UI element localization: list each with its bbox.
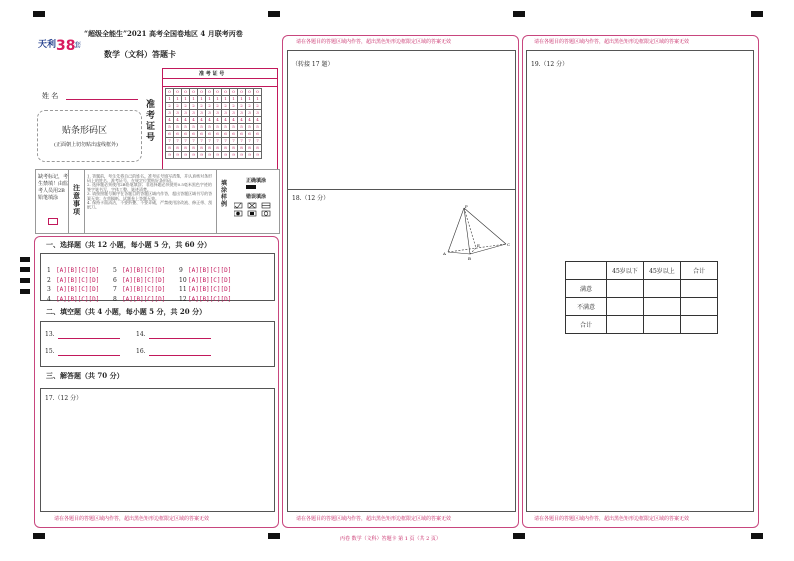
point-B-label: B [468, 256, 471, 261]
admission-bubble[interactable]: 0 [166, 89, 174, 96]
admission-bubble[interactable]: 6 [222, 131, 230, 138]
timing-mark [20, 257, 30, 262]
admission-bubble[interactable]: 9 [166, 152, 174, 159]
admission-bubble[interactable]: 3 [182, 110, 190, 117]
admission-bubble[interactable]: 7 [174, 138, 182, 145]
admission-bubble[interactable]: 4 [238, 117, 246, 124]
admission-bubble[interactable]: 4 [246, 117, 254, 124]
admission-bubble[interactable]: 4 [198, 117, 206, 124]
warning-text: 请在各题目的答题区域内作答，超出黑色矩形边框限定区域的答案无效 [534, 516, 690, 522]
admission-bubble[interactable]: 0 [206, 89, 214, 96]
admission-bubble[interactable]: 5 [222, 124, 230, 131]
admission-bubble[interactable]: 2 [182, 103, 190, 110]
admission-bubble[interactable]: 9 [238, 152, 246, 159]
survey-table [565, 261, 718, 334]
choice-number: 9 [179, 267, 183, 274]
admission-bubble[interactable]: 8 [254, 145, 262, 152]
q15-label: 15. [45, 348, 55, 355]
admission-bubble[interactable]: 1 [214, 96, 222, 103]
q19-answer-box[interactable] [526, 50, 754, 512]
table-header: 合计 [681, 262, 718, 280]
admission-bubble[interactable]: 8 [166, 145, 174, 152]
admission-bubble[interactable]: 7 [166, 138, 174, 145]
choice-options[interactable]: [A][B][C][D] [122, 286, 166, 293]
correct-fill-label: 正确填涂 [246, 178, 267, 184]
admission-bubble[interactable]: 6 [254, 131, 262, 138]
warning-text: 请在各题目的答题区域内作答，超出黑色矩形边框限定区域的答案无效 [54, 516, 210, 522]
admission-bubble[interactable]: 9 [254, 152, 262, 159]
table-cell[interactable] [644, 316, 681, 334]
svg-text:天利: 天利 [38, 40, 57, 50]
admission-bubble[interactable]: 2 [238, 103, 246, 110]
admission-bubble[interactable]: 3 [166, 110, 174, 117]
admission-bubble[interactable]: 8 [198, 145, 206, 152]
fill-example-label: 填涂样例 [221, 180, 228, 208]
attention-label: 注意事项 [73, 183, 80, 216]
card-title: 数学（文科）答题卡 [104, 49, 176, 59]
choice-question [113, 286, 165, 305]
table-cell[interactable] [607, 298, 644, 316]
admission-bubble[interactable]: 9 [222, 152, 230, 159]
name-field[interactable] [66, 99, 138, 100]
admission-bubble[interactable]: 8 [214, 145, 222, 152]
admission-bubble[interactable]: 4 [222, 117, 230, 124]
admission-bubble[interactable]: 4 [254, 117, 262, 124]
q16-answer[interactable] [149, 355, 211, 356]
timing-mark [20, 278, 30, 283]
admission-bubble[interactable]: 4 [174, 117, 182, 124]
admission-bubble[interactable]: 3 [222, 110, 230, 117]
exam-title: “超级全能生”2021 高考全国卷地区 4 月联考丙卷 [84, 29, 243, 38]
choice-options[interactable]: [A][B][C][D] [188, 295, 232, 303]
admission-bubble[interactable]: 2 [222, 103, 230, 110]
admission-bubble[interactable]: 0 [214, 89, 222, 96]
admission-bubble[interactable]: 2 [214, 103, 222, 110]
admission-bubble[interactable]: 7 [222, 138, 230, 145]
choice-box [40, 253, 275, 301]
choice-question [179, 286, 231, 305]
admission-bubble[interactable]: 0 [246, 89, 254, 96]
admission-bubble[interactable]: 6 [230, 131, 238, 138]
q18-answer-box[interactable] [287, 189, 516, 512]
correct-fill-sample [246, 185, 256, 189]
missing-exam-line: 生禁填！由监 [38, 181, 69, 187]
choice-number: 7 [113, 286, 117, 293]
admission-bubble[interactable]: 2 [174, 103, 182, 110]
table-header [566, 262, 607, 280]
q17-continued-box[interactable] [287, 50, 516, 190]
table-cell[interactable] [681, 298, 718, 316]
timing-mark [20, 289, 30, 294]
admission-bubble[interactable]: 0 [198, 89, 206, 96]
admission-bubble[interactable]: 4 [206, 117, 214, 124]
admission-bubble[interactable]: 2 [246, 103, 254, 110]
section1-title: 一、选择题（共 12 小题，每小题 5 分，共 60 分） [46, 240, 211, 249]
admission-bubble[interactable]: 1 [230, 96, 238, 103]
admission-bubble[interactable]: 8 [222, 145, 230, 152]
svg-text:38: 38 [56, 38, 76, 54]
admission-bubble[interactable]: 0 [182, 89, 190, 96]
missing-exam-line: 铅笔填涂 [38, 195, 59, 201]
section3-title: 三、解答题（共 70 分） [46, 371, 124, 380]
notice-item: 3. 请按照题号顺序在各题目的答题区域内作答，超出答题区域书写的答案无效；在草稿纸、试题卷上答题无效。 [87, 191, 213, 201]
admission-bubble[interactable]: 1 [198, 96, 206, 103]
notice-item: 4. 保持卡面清洁，不要折叠、不要弄破，严禁使用涂改液、修正带、刮纸刀。 [87, 200, 213, 210]
choice-options[interactable]: [A][B][C][D] [188, 267, 232, 274]
table-header: 45岁以下 [607, 262, 644, 280]
admission-bubble[interactable]: 7 [246, 138, 254, 145]
admission-bubble[interactable]: 1 [182, 96, 190, 103]
choice-number: 6 [113, 276, 117, 284]
table-cell[interactable] [607, 316, 644, 334]
admission-bubble[interactable]: 6 [198, 131, 206, 138]
barcode-label: 贴条形码区 [62, 126, 108, 136]
admission-bubble[interactable]: 7 [230, 138, 238, 145]
admission-bubble[interactable]: 6 [238, 131, 246, 138]
choice-number: 10 [179, 276, 187, 284]
admission-bubble[interactable]: 8 [190, 145, 198, 152]
choice-number: 8 [113, 295, 117, 303]
admission-bubble[interactable]: 5 [246, 124, 254, 131]
admission-bubble[interactable]: 3 [254, 110, 262, 117]
q17-continued-label: （转接 17 题） [292, 61, 334, 68]
admission-bubble[interactable]: 7 [214, 138, 222, 145]
barcode-area [37, 110, 142, 162]
admission-bubble[interactable]: 4 [190, 117, 198, 124]
admission-bubble[interactable]: 3 [214, 110, 222, 117]
admission-bubble[interactable]: 9 [174, 152, 182, 159]
table-cell[interactable] [681, 316, 718, 334]
admission-bubble[interactable]: 2 [206, 103, 214, 110]
admission-bubble[interactable]: 4 [214, 117, 222, 124]
choice-number: 12 [179, 295, 187, 303]
fill-in-box [40, 321, 275, 367]
admission-bubble[interactable]: 5 [198, 124, 206, 131]
registration-mark [513, 533, 525, 539]
admission-bubble[interactable]: 3 [190, 110, 198, 117]
admission-bubble[interactable]: 5 [214, 124, 222, 131]
admission-bubble[interactable]: 6 [206, 131, 214, 138]
admission-bubble[interactable]: 3 [230, 110, 238, 117]
table-cell[interactable] [681, 280, 718, 298]
admission-bubble[interactable]: 6 [214, 131, 222, 138]
choice-options[interactable]: [A][B][C][D] [56, 267, 100, 274]
table-row-label: 满意 [566, 280, 607, 298]
point-C-label: C [507, 242, 511, 247]
timing-mark [20, 267, 30, 272]
admission-bubble[interactable]: 1 [246, 96, 254, 103]
admission-bubble[interactable]: 5 [230, 124, 238, 131]
admission-bubble[interactable]: 5 [182, 124, 190, 131]
notice-area [35, 169, 280, 234]
warning-text: 请在各题目的答题区域内作答，超出黑色矩形边框限定区域的答案无效 [534, 39, 690, 45]
admission-bubble[interactable]: 8 [246, 145, 254, 152]
registration-mark [268, 11, 280, 17]
wrong-fill-samples [234, 202, 274, 222]
table-cell[interactable] [644, 298, 681, 316]
pyramid-figure [440, 202, 518, 262]
admission-bubble[interactable]: 8 [230, 145, 238, 152]
admission-bubble[interactable]: 2 [190, 103, 198, 110]
choice-options[interactable]: [A][B][C][D] [122, 267, 166, 274]
admission-bubble[interactable]: 2 [166, 103, 174, 110]
admission-number-label: 准 考 证 号 [199, 71, 225, 77]
admission-bubble[interactable]: 8 [206, 145, 214, 152]
choice-number: 11 [179, 286, 187, 293]
admission-bubble[interactable]: 6 [182, 131, 190, 138]
admission-bubble[interactable]: 5 [190, 124, 198, 131]
admission-bubble[interactable]: 1 [238, 96, 246, 103]
admission-label-vertical: 准考证号 [146, 100, 156, 143]
admission-bubble[interactable]: 8 [238, 145, 246, 152]
registration-mark [33, 11, 45, 17]
q17-label: 17.（12 分） [45, 395, 83, 402]
admission-bubble[interactable]: 0 [230, 89, 238, 96]
choice-options[interactable]: [A][B][C][D] [56, 286, 100, 293]
admission-bubble[interactable]: 5 [174, 124, 182, 131]
q14-answer[interactable] [149, 338, 211, 339]
admission-bubble[interactable]: 3 [174, 110, 182, 117]
section2-title: 二、填空题（共 4 小题，每小题 5 分，共 20 分） [46, 307, 207, 316]
registration-mark [751, 533, 763, 539]
missing-exam-checkbox[interactable] [48, 218, 58, 225]
admission-bubble[interactable]: 9 [190, 152, 198, 159]
wrong-fill-label: 错误填涂 [246, 194, 267, 200]
admission-bubble[interactable]: 0 [190, 89, 198, 96]
choice-number: 2 [47, 276, 51, 284]
admission-bubble[interactable]: 0 [254, 89, 262, 96]
registration-mark [268, 533, 280, 539]
choice-options[interactable]: [A][B][C][D] [56, 276, 100, 284]
admission-bubble[interactable]: 4 [182, 117, 190, 124]
admission-bubble[interactable]: 7 [182, 138, 190, 145]
admission-bubble[interactable]: 9 [214, 152, 222, 159]
notice-item: 1. 答题前，考生先将自己的姓名、准考证号填写清楚，并认真核对条形码上的姓名、准考证号，在规定位置贴好条形码。 [87, 174, 213, 184]
admission-bubble[interactable]: 1 [166, 96, 174, 103]
q16-label: 16. [136, 348, 146, 355]
admission-bubble[interactable]: 4 [166, 117, 174, 124]
admission-bubble[interactable]: 7 [238, 138, 246, 145]
admission-bubble[interactable]: 1 [190, 96, 198, 103]
admission-bubble[interactable]: 0 [238, 89, 246, 96]
admission-bubble[interactable]: 7 [190, 138, 198, 145]
point-A-label: A [443, 251, 446, 256]
admission-bubble[interactable]: 2 [198, 103, 206, 110]
table-row-label: 合计 [566, 316, 607, 334]
choice-number: 5 [113, 267, 117, 274]
table-cell[interactable] [644, 280, 681, 298]
admission-bubble[interactable]: 3 [238, 110, 246, 117]
admission-bubble[interactable]: 9 [230, 152, 238, 159]
admission-bubble[interactable]: 9 [198, 152, 206, 159]
admission-bubble[interactable]: 1 [222, 96, 230, 103]
choice-options[interactable]: [A][B][C][D] [56, 295, 100, 303]
missing-exam-line: 缺考标记，考 [38, 174, 69, 180]
registration-mark [513, 11, 525, 17]
admission-bubble[interactable]: 9 [182, 152, 190, 159]
admission-bubble[interactable]: 5 [166, 124, 174, 131]
admission-bubble[interactable]: 6 [166, 131, 174, 138]
admission-bubble[interactable]: 5 [238, 124, 246, 131]
admission-bubble[interactable]: 7 [206, 138, 214, 145]
admission-bubble[interactable]: 0 [174, 89, 182, 96]
admission-bubble[interactable]: 5 [254, 124, 262, 131]
q13-label: 13. [45, 331, 55, 338]
table-cell[interactable] [607, 280, 644, 298]
admission-bubble[interactable]: 8 [182, 145, 190, 152]
admission-bubble[interactable]: 9 [206, 152, 214, 159]
admission-bubble[interactable]: 6 [174, 131, 182, 138]
admission-bubble[interactable]: 1 [206, 96, 214, 103]
q15-answer[interactable] [58, 355, 120, 356]
barcode-note: (正面朝上切勿贴出虚线框外) [54, 142, 118, 148]
choice-number: 3 [47, 286, 51, 293]
admission-bubble[interactable]: 5 [206, 124, 214, 131]
choice-options[interactable]: [A][B][C][D] [122, 295, 166, 303]
admission-bubble[interactable]: 8 [174, 145, 182, 152]
admission-bubble[interactable]: 7 [198, 138, 206, 145]
admission-bubble[interactable]: 2 [230, 103, 238, 110]
point-E-label: E [477, 243, 480, 248]
admission-bubble[interactable]: 6 [246, 131, 254, 138]
choice-options[interactable]: [A][B][C][D] [188, 276, 232, 284]
table-row-label: 不满意 [566, 298, 607, 316]
choice-number: 1 [47, 267, 51, 274]
admission-bubble[interactable]: 1 [254, 96, 262, 103]
admission-bubble[interactable]: 3 [206, 110, 214, 117]
admission-bubble[interactable]: 2 [254, 103, 262, 110]
admission-bubble[interactable]: 3 [246, 110, 254, 117]
choice-question [47, 286, 99, 305]
page-footer: 丙卷 数学（文科）答题卡 第 1 页（共 2 页） [340, 536, 441, 542]
admission-bubble[interactable]: 0 [222, 89, 230, 96]
q19-label: 19.（12 分） [531, 61, 569, 68]
warning-text: 请在各题目的答题区域内作答，超出黑色矩形边框限定区域的答案无效 [296, 516, 452, 522]
admission-number-box [162, 68, 278, 170]
notice-item: 2. 选择题必须使用2B铅笔填涂；非选择题必须使用0.5毫米黑色字迹的签字笔书写，字体工整、笔迹清楚。 [87, 183, 212, 193]
missing-exam-line: 考人员用2B [38, 188, 65, 194]
svg-text:套: 套 [74, 41, 81, 49]
q17-answer-box[interactable] [40, 388, 275, 512]
admission-bubble[interactable]: 3 [198, 110, 206, 117]
warning-text: 请在各题目的答题区域内作答，超出黑色矩形边框限定区域的答案无效 [296, 39, 452, 45]
table-header: 45岁以上 [644, 262, 681, 280]
admission-bubble[interactable]: 1 [174, 96, 182, 103]
admission-bubble[interactable]: 7 [254, 138, 262, 145]
registration-mark [33, 533, 45, 539]
name-label: 姓 名 [42, 92, 59, 100]
q18-label: 18.（12 分） [292, 195, 330, 202]
q14-label: 14. [136, 331, 146, 338]
q13-answer[interactable] [58, 338, 120, 339]
point-P-label: P [465, 204, 468, 209]
admission-bubble[interactable]: 9 [246, 152, 254, 159]
choice-options[interactable]: [A][B][C][D] [122, 276, 166, 284]
registration-mark [751, 11, 763, 17]
admission-bubble[interactable]: 6 [190, 131, 198, 138]
logo-icon [38, 34, 84, 54]
admission-bubble[interactable]: 4 [230, 117, 238, 124]
choice-number: 4 [47, 295, 51, 303]
admission-bubble-grid[interactable] [165, 88, 262, 159]
choice-options[interactable]: [A][B][C][D] [188, 286, 232, 293]
